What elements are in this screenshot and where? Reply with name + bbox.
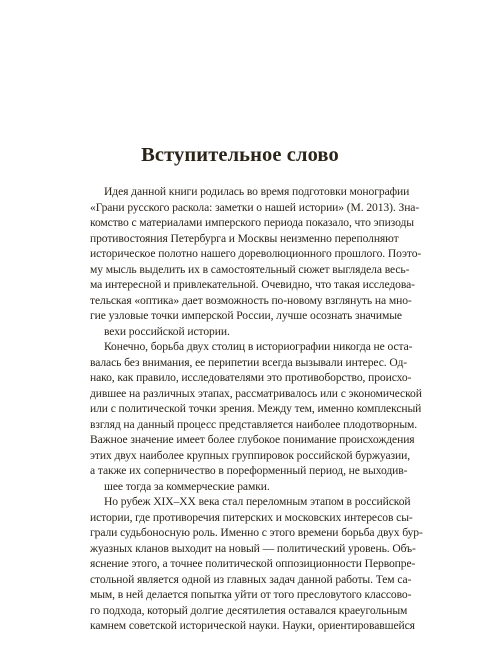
text-line: го подхода, который долгие десятилетия оставался краеугольным [90,603,408,617]
chapter-title: Вступительное слово [141,144,339,166]
text-line: нако, как правило, исследователями это противоборство, происхо- [90,371,412,384]
body-text [90,184,423,634]
text-line: противостояния Петербурга и Москвы неизменно переполняют [90,231,399,245]
text-line: Идея данной книги родилась во время подготовки монографии [104,185,410,198]
text-line: яснение этого, а точнее политической оппозиционности Первопре- [90,557,416,570]
text-line: мым, в ней делается попытка уйти от того пресловутого классово- [90,588,412,601]
text-line: или с политической точки зрения. Между тем, именно комплексный [90,402,422,415]
text-line: «Грани русского раскола: заметки о нашей истории» (М. 2013). Зна- [90,200,420,214]
text-line: тельская «оптика» дает возможность по-новому взглянуть на мно- [90,293,412,307]
text-line: Конечно, борьба двух столиц в историографии никогда не оста- [104,340,413,353]
text-line: вехи российской истории. [104,324,230,338]
text-line: му мысль выделить их в самостоятельный сюжет выглядела весь- [90,262,410,276]
text-line: жуазных кланов выходит на новый — политический уровень. Объ- [90,541,416,555]
text-line: гие узловые точки имперской России, лучше осознать значимые [90,309,402,322]
text-line: грали судьбоносную роль. Именно с этого времени борьба двух бур- [90,526,423,539]
text-line: ма интересной и привлекательной. Очевидно, что такая исследова- [90,278,415,291]
text-line: дившее на различных этапах, рассматривалось или с экономической [90,386,422,400]
text-line: взгляд на данный процесс представляется наиболее плодотворным. [90,417,418,431]
text-line: Важное значение имеет более глубокое понимание происхождения [90,433,415,446]
text-line: камнем советской исторической науки. Науки, ориентировавшейся [90,619,415,632]
text-line: Но рубеж XIX–XX века стал переломным этапом в российской [104,495,411,508]
text-line: а также их соперничество в пореформенный период, не выходив- [90,464,408,477]
text-line: этих двух наиболее крупных группировок российской буржуазии, [90,448,410,462]
text-line: валась без внимания, ее перипетии всегда вызывали интерес. Од- [90,355,408,369]
text-line: шее тогда за коммерческие рамки. [104,479,270,493]
text-line: историческое полотно нашего дореволюционного прошлого. Поэто- [90,247,422,260]
text-line: истории, где противоречия питерских и московских интересов сы- [90,510,413,524]
text-line: комство с материалами имперского периода показало, что эпизоды [90,216,414,229]
text-line: стольной является одной из главных задач данной работы. Тем са- [90,572,412,586]
